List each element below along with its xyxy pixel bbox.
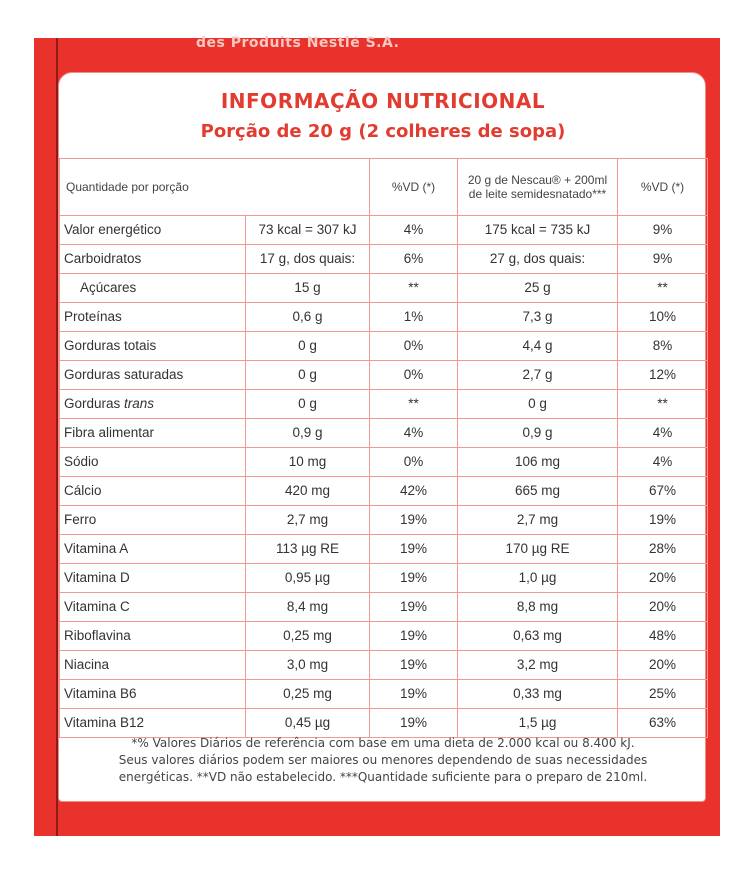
prepared-value: 27 g, dos quais:	[458, 245, 618, 274]
nutrient-name-text: Cálcio	[64, 483, 102, 498]
prepared-vd: 4%	[618, 419, 708, 448]
prepared-vd: 12%	[618, 361, 708, 390]
prepared-vd: 20%	[618, 651, 708, 680]
prepared-vd: 67%	[618, 477, 708, 506]
table-row	[60, 303, 708, 332]
nutrient-name-text: Valor energético	[64, 222, 162, 237]
prepared-value: 170 µg RE	[458, 535, 618, 564]
prepared-vd: **	[618, 390, 708, 419]
nutrient-name-text: Gorduras	[64, 396, 121, 411]
portion-value: 0 g	[246, 361, 370, 390]
header-prepared	[458, 159, 618, 216]
table-row	[60, 564, 708, 593]
portion-value: 3,0 mg	[246, 651, 370, 680]
nutrient-name	[60, 274, 246, 303]
nutrient-name-italic: trans	[124, 396, 155, 411]
nutrient-name-text: Gorduras totais	[64, 338, 157, 353]
prepared-value: 8,8 mg	[458, 593, 618, 622]
table-row	[60, 332, 708, 361]
portion-value: 0 g	[246, 390, 370, 419]
nutrient-name-text: Riboflavina	[64, 628, 131, 643]
portion-value: 0,25 mg	[246, 680, 370, 709]
portion-vd: 19%	[370, 622, 458, 651]
table-row	[60, 680, 708, 709]
portion-value: 15 g	[246, 274, 370, 303]
table-row	[60, 448, 708, 477]
prepared-value: 1,5 µg	[458, 709, 618, 738]
table-row	[60, 245, 708, 274]
prepared-value: 175 kcal = 735 kJ	[458, 216, 618, 245]
portion-vd: **	[370, 274, 458, 303]
nutrient-name	[60, 332, 246, 361]
table-row	[60, 390, 708, 419]
prepared-vd: 20%	[618, 593, 708, 622]
portion-value: 0,9 g	[246, 419, 370, 448]
prepared-vd: 48%	[618, 622, 708, 651]
nutrient-name-text: Ferro	[64, 512, 97, 527]
prepared-vd: 9%	[618, 216, 708, 245]
table-row	[60, 506, 708, 535]
nutrient-name-text: Vitamina C	[64, 599, 130, 614]
nutrient-name	[60, 593, 246, 622]
nutrient-name-text: Vitamina B6	[64, 686, 137, 701]
prepared-value: 1,0 µg	[458, 564, 618, 593]
manufacturer-text: des Produits Nestlé S.A.	[196, 36, 400, 51]
portion-value: 10 mg	[246, 448, 370, 477]
portion-value: 0,45 µg	[246, 709, 370, 738]
prepared-value: 2,7 mg	[458, 506, 618, 535]
portion-value: 0,6 g	[246, 303, 370, 332]
prepared-value: 2,7 g	[458, 361, 618, 390]
portion-vd: 19%	[370, 651, 458, 680]
footnote	[67, 735, 699, 786]
prepared-vd: 63%	[618, 709, 708, 738]
nutrient-name	[60, 361, 246, 390]
footnote-line3: energéticas. **VD não estabelecido. ***Quantidade suficiente para o preparo de 210ml.	[118, 770, 648, 784]
nutrient-name	[60, 477, 246, 506]
nutrient-name-text: Sódio	[64, 454, 99, 469]
table-row	[60, 216, 708, 245]
nutrient-name	[60, 651, 246, 680]
table-row	[60, 419, 708, 448]
prepared-value: 0,9 g	[458, 419, 618, 448]
nutrient-name	[60, 506, 246, 535]
table-body	[60, 216, 708, 738]
nutrition-title: INFORMAÇÃO NUTRICIONAL	[220, 89, 546, 113]
portion-value: 17 g, dos quais:	[246, 245, 370, 274]
table-row	[60, 593, 708, 622]
prepared-value: 106 mg	[458, 448, 618, 477]
nutrient-name	[60, 216, 246, 245]
serving-size: Porção de 20 g (2 colheres de sopa)	[200, 121, 566, 142]
table-row	[60, 535, 708, 564]
portion-value: 0,95 µg	[246, 564, 370, 593]
nutrient-name	[60, 448, 246, 477]
portion-vd: 6%	[370, 245, 458, 274]
nutrient-name-text: Proteínas	[64, 309, 122, 324]
portion-value: 420 mg	[246, 477, 370, 506]
nutrient-name-text: Vitamina A	[64, 541, 129, 556]
prepared-value: 4,4 g	[458, 332, 618, 361]
table-row	[60, 274, 708, 303]
header-vd-portion: %VD (*)	[370, 159, 458, 216]
prepared-value: 665 mg	[458, 477, 618, 506]
portion-vd: 19%	[370, 535, 458, 564]
portion-vd: 42%	[370, 477, 458, 506]
table-row	[60, 709, 708, 738]
portion-value: 0,25 mg	[246, 622, 370, 651]
nutrient-name	[60, 419, 246, 448]
portion-vd: 19%	[370, 709, 458, 738]
prepared-vd: 25%	[618, 680, 708, 709]
portion-vd: 4%	[370, 419, 458, 448]
nutrition-panel	[58, 72, 706, 802]
prepared-vd: 10%	[618, 303, 708, 332]
portion-vd: 4%	[370, 216, 458, 245]
nutrient-name	[60, 709, 246, 738]
portion-value: 113 µg RE	[246, 535, 370, 564]
portion-value: 8,4 mg	[246, 593, 370, 622]
portion-vd: 19%	[370, 680, 458, 709]
portion-vd: 0%	[370, 448, 458, 477]
table-row	[60, 651, 708, 680]
prepared-vd: 19%	[618, 506, 708, 535]
table-header-row	[60, 159, 708, 216]
prepared-value: 0 g	[458, 390, 618, 419]
portion-vd: 19%	[370, 593, 458, 622]
portion-vd: **	[370, 390, 458, 419]
nutrient-name	[60, 245, 246, 274]
nutrient-name	[60, 535, 246, 564]
header-quantity: Quantidade por porção	[60, 159, 370, 216]
header-prepared-line1: 20 g de Nescau® + 200ml	[467, 173, 608, 187]
prepared-vd: 28%	[618, 535, 708, 564]
header-prepared-line2: de leite semidesnatado***	[468, 187, 607, 201]
portion-value: 2,7 mg	[246, 506, 370, 535]
nutrient-name-text: Gorduras saturadas	[64, 367, 184, 382]
nutrient-name-text: Vitamina B12	[64, 715, 145, 730]
nutrient-name-text: Niacina	[64, 657, 110, 672]
portion-vd: 19%	[370, 564, 458, 593]
nutrient-name-text: Vitamina D	[64, 570, 130, 585]
portion-vd: 19%	[370, 506, 458, 535]
prepared-value: 3,2 mg	[458, 651, 618, 680]
footnote-line1: *% Valores Diários de referência com base em uma dieta de 2.000 kcal ou 8.400 kJ.	[131, 736, 635, 750]
nutrient-name	[60, 390, 246, 419]
header-vd-prepared: %VD (*)	[618, 159, 708, 216]
nutrient-name-text: Carboidratos	[64, 251, 142, 266]
portion-value: 73 kcal = 307 kJ	[246, 216, 370, 245]
nutrient-name	[60, 564, 246, 593]
prepared-value: 0,33 mg	[458, 680, 618, 709]
prepared-value: 7,3 g	[458, 303, 618, 332]
footnote-line2: Seus valores diários podem ser maiores ou menores dependendo de suas necessidades	[118, 753, 648, 767]
nutrient-name	[60, 303, 246, 332]
nutrient-name-text: Açúcares	[80, 280, 137, 295]
prepared-value: 0,63 mg	[458, 622, 618, 651]
prepared-value: 25 g	[458, 274, 618, 303]
prepared-vd: 20%	[618, 564, 708, 593]
table-row	[60, 477, 708, 506]
nutrient-name	[60, 680, 246, 709]
portion-vd: 1%	[370, 303, 458, 332]
nutrient-name-text: Fibra alimentar	[64, 425, 155, 440]
nutrition-table	[59, 158, 708, 738]
prepared-vd: **	[618, 274, 708, 303]
portion-value: 0 g	[246, 332, 370, 361]
table-row	[60, 361, 708, 390]
table-row	[60, 622, 708, 651]
portion-vd: 0%	[370, 361, 458, 390]
prepared-vd: 9%	[618, 245, 708, 274]
portion-vd: 0%	[370, 332, 458, 361]
prepared-vd: 8%	[618, 332, 708, 361]
nutrient-name	[60, 622, 246, 651]
prepared-vd: 4%	[618, 448, 708, 477]
